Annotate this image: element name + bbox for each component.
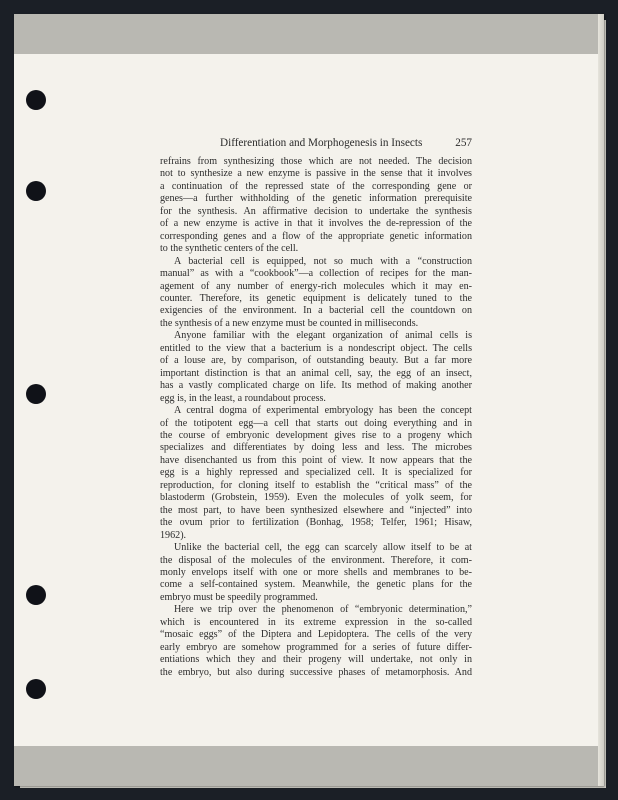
text-line: 1962). (160, 529, 187, 541)
text-line: specializes and differentiates by doing less and less. The microbes (160, 442, 472, 454)
text-line: monly envelops itself with one or more shells and membranes to be- (160, 566, 472, 578)
text-line: genes—a further withholding of the genetic information prerequisite (160, 193, 472, 205)
text-line: the ovum prior to fertilization (Bonhag, 1958; Telfer, 1961; Hisaw, (160, 517, 472, 529)
text-line: counter. Therefore, its genetic equipment is delicately tuned to the (160, 292, 472, 304)
body-text (160, 156, 472, 679)
text-line: Here we trip over the phenomenon of “embryonic determination,” (174, 604, 472, 616)
text-line: come a self-contained system. Meanwhile, the genetic plans for the (160, 579, 472, 591)
binder-hole (26, 679, 46, 699)
text-line: the course of embryonic development gives rise to a progeny which (160, 429, 472, 441)
text-line: refrains from synthesizing those which are not needed. The decision (160, 156, 472, 167)
text-line: Unlike the bacterial cell, the egg can scarcely allow itself to be at (174, 542, 472, 554)
book-page (14, 14, 604, 786)
running-title: Differentiation and Morphogenesis in Insects (220, 137, 423, 149)
binder-hole (26, 384, 46, 404)
text-line: the most part, to have been synthesized elsewhere and “injected” into (160, 504, 472, 516)
text-line: egg is a highly repressed and specialized cell. It is specialized for (160, 467, 472, 479)
text-line: have disenchanted us from this point of view. It now appears that the (160, 454, 472, 466)
text-line: of a louse are, by comparison, of outstanding beauty. But a far more (160, 355, 472, 367)
text-line: reproduction, for cloning itself to establish the “critical mass” of the (160, 479, 472, 491)
text-line: entitled to the view that a bacterium is a nondescript object. The cells (160, 342, 472, 354)
text-line: to the synthetic centers of the cell. (160, 243, 299, 255)
text-line: has a vastly complicated charge on life. Its method of making another (160, 380, 472, 392)
text-line: corresponding genes and a flow of the appropriate genetic information (160, 230, 472, 242)
text-line: A bacterial cell is equipped, not so much with a “construction (174, 255, 472, 267)
binder-hole (26, 181, 46, 201)
text-line: of a new enzyme is active in that it involves the de-repression of the (160, 218, 472, 230)
text-line: a continuation of the repressed state of the corresponding gene or (160, 180, 472, 192)
text-line: for the synthesis. An affirmative decision to undertake the synthesis (160, 205, 472, 217)
text-line: exigencies of the environment. In a bacterial cell the countdown on (160, 305, 472, 317)
binder-hole (26, 90, 46, 110)
text-line: blastoderm (Grobstein, 1959). Even the molecules of yolk seem, for (160, 492, 472, 504)
top-margin-band (14, 14, 604, 54)
text-line: egg is, in the least, a roundabout process. (160, 392, 326, 404)
page-number: 257 (455, 137, 472, 149)
page-edge (598, 14, 604, 786)
text-line: of the totipotent egg—a cell that starts out doing everything and in (160, 417, 472, 429)
text-line: not to synthesize a new enzyme is passive in the sense that it involves (160, 168, 472, 180)
text-line: Anyone familiar with the elegant organization of animal cells is (174, 330, 472, 342)
text-line: entiations which they and their progeny will undertake, not only in (160, 654, 472, 666)
text-line: early embryo are somehow programmed for a series of future differ- (160, 641, 472, 653)
bottom-margin-band (14, 746, 604, 786)
binder-hole (26, 585, 46, 605)
text-line: “mosaic eggs” of the Diptera and Lepidoptera. The cells of the very (160, 629, 472, 641)
text-line: embryo must be speedily programmed. (160, 591, 318, 603)
text-line: agement of any number of energy-rich molecules which it may en- (160, 280, 472, 292)
text-line: important distinction is that an animal cell, say, the egg of an insect, (160, 367, 472, 379)
text-line: the embryo, but also during successive phases of metamorphosis. And (160, 666, 472, 678)
text-line: the disposal of the molecules of the environment. Therefore, it com- (160, 554, 472, 566)
text-line: A central dogma of experimental embryology has been the concept (174, 405, 472, 417)
text-line: the synthesis of a new enzyme must be counted in milliseconds. (160, 317, 419, 329)
running-header (220, 137, 472, 149)
text-line: which is encountered in its extreme expression in the so-called (160, 616, 472, 628)
text-line: manual” as with a “cookbook”—a collection of recipes for the man- (160, 268, 472, 280)
